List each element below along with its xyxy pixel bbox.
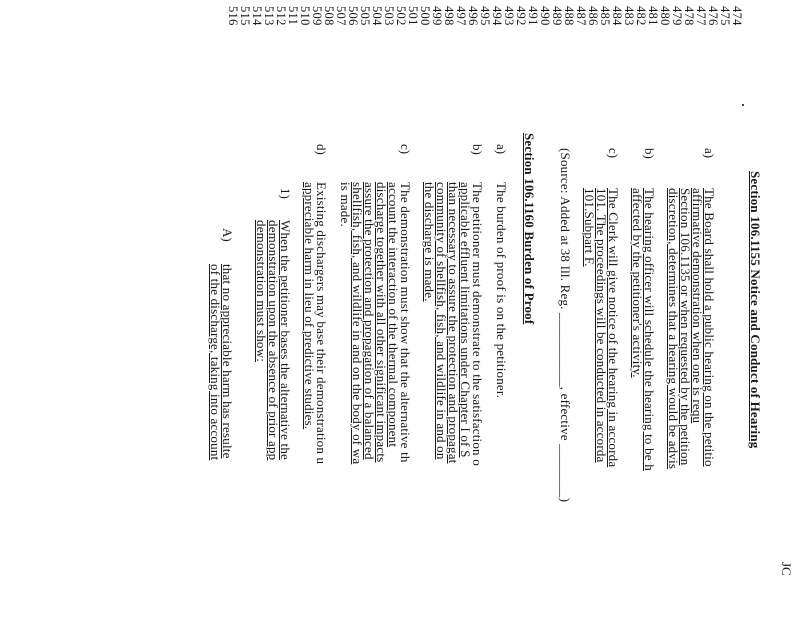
section-160-dA-line-2: of the discharge, taking into account	[208, 264, 223, 461]
section-160-c-line-4: assure the protection and propagation of a balanced	[362, 182, 377, 460]
corner-mark: JC	[779, 562, 794, 576]
line-number: 501	[406, 6, 420, 26]
section-160-d1-line-3: demonstration must show:	[254, 220, 269, 363]
section-155-c-line-2: 101. The proceedings will be conducted in accorda	[594, 188, 609, 463]
section-160-heading: Section 106.1160 Burden of Proof	[522, 133, 537, 325]
section-155-a-line-3: Section 106.1135 or when requested by the petition	[678, 188, 693, 466]
line-number: 498	[442, 6, 456, 26]
line-number: 502	[394, 6, 408, 26]
section-160-a-line: The burden of proof is on the petitioner.	[494, 182, 509, 399]
section-155-c-label: c)	[606, 148, 621, 159]
section-155-heading: Section 106.1155 Notice and Conduct of Hearing	[748, 171, 763, 449]
section-160-c-line-1: The demonstration must show that the alternative th	[398, 182, 413, 463]
line-number: 506	[346, 6, 360, 26]
line-number: 503	[382, 6, 396, 26]
section-160-c-line-6: is made.	[338, 182, 353, 227]
line-number: 479	[670, 6, 684, 26]
line-number: 481	[646, 6, 660, 26]
scan-speck	[742, 104, 744, 106]
section-155-b-label: b)	[642, 148, 657, 159]
line-number: 509	[310, 6, 324, 26]
section-160-b-label: b)	[470, 144, 485, 155]
line-number: 488	[562, 6, 576, 26]
line-number: 499	[430, 6, 444, 26]
section-155-b-line-1: The hearing officer will schedule the hearing to be h	[642, 188, 657, 471]
section-160-c-line-2: account the interaction of the thermal component	[386, 182, 401, 448]
line-number: 504	[370, 6, 384, 26]
line-number: 512	[274, 6, 288, 26]
line-number: 480	[658, 6, 672, 26]
section-160-b-line-3: than necessary to assure the protection and propagat	[446, 182, 461, 464]
line-number: 507	[334, 6, 348, 26]
line-number: 516	[226, 6, 240, 26]
line-number: 496	[466, 6, 480, 26]
line-number: 514	[250, 6, 264, 26]
line-number: 513	[262, 6, 276, 26]
line-number: 494	[490, 6, 504, 26]
line-number: 510	[298, 6, 312, 26]
section-160-d1-line-2: demonstration upon the absence of prior app	[266, 220, 281, 461]
line-number: 489	[550, 6, 564, 26]
section-160-dA-label: A)	[220, 228, 235, 242]
section-155-c-line-3: 101.Subpart F.	[582, 188, 597, 267]
section-160-b-line-5: the discharge is made.	[422, 182, 437, 302]
line-number: 493	[502, 6, 516, 26]
line-number: 515	[238, 6, 252, 26]
line-number: 500	[418, 6, 432, 26]
section-160-a-label: a)	[494, 144, 509, 155]
line-number: 483	[622, 6, 636, 26]
section-155-c-line-1: The Clerk will give notice of the hearing in accorda	[606, 188, 621, 468]
section-160-c-line-3: discharge together with all other significant impacts	[374, 182, 389, 463]
line-number: 486	[586, 6, 600, 26]
section-160-c-label: c)	[398, 144, 413, 155]
section-155-a-label: a)	[702, 148, 717, 159]
line-number: 477	[694, 6, 708, 26]
section-155-a-line-4: discretion, determines that a hearing would be advis	[666, 188, 681, 470]
line-number: 474	[730, 6, 744, 26]
line-number: 495	[478, 6, 492, 26]
section-160-d-line-2: appreciable harm in lieu of predictive studies.	[302, 182, 317, 430]
line-number: 487	[574, 6, 588, 26]
line-number: 478	[682, 6, 696, 26]
section-160-d1-label: 1)	[278, 188, 293, 199]
line-number: 497	[454, 6, 468, 26]
section-160-d-line-1: Existing dischargers may base their demonstration u	[314, 182, 329, 465]
section-160-d-label: d)	[314, 144, 329, 155]
line-number: 475	[718, 6, 732, 26]
section-160-c-line-5: shellfish, fish, and wildlife in and on the body of wa	[350, 182, 365, 465]
line-number: 492	[514, 6, 528, 26]
section-160-b-line-2: applicable effluent limitations under Chapter I of S	[458, 182, 473, 458]
section-160-d1-line-1: When the petitioner bases the alternative the	[278, 220, 293, 461]
source-line: (Source: Added at 38 Ill. Reg. ___________, effective ________)	[558, 148, 573, 503]
section-160-b-line-1: The petitioner must demonstrate to the satisfaction o	[470, 182, 485, 466]
section-160-b-line-4: community of shellfish, fish, and wildlife in and on	[434, 182, 449, 460]
section-155-a-line-2: affirmative demonstration when one is requ	[690, 188, 705, 424]
line-number: 490	[538, 6, 552, 26]
line-number: 476	[706, 6, 720, 26]
section-155-b-line-2: affected by the petitioner's activity.	[630, 188, 645, 378]
section-155-a-line-1: The Board shall hold a public hearing on the petitio	[702, 188, 717, 467]
line-number: 485	[598, 6, 612, 26]
line-number: 511	[286, 6, 300, 26]
section-160-dA-line-1: that no appreciable harm has resulte	[220, 264, 235, 459]
line-number: 482	[634, 6, 648, 26]
line-number: 491	[526, 6, 540, 26]
line-number: 484	[610, 6, 624, 26]
line-number: 505	[358, 6, 372, 26]
line-number: 508	[322, 6, 336, 26]
